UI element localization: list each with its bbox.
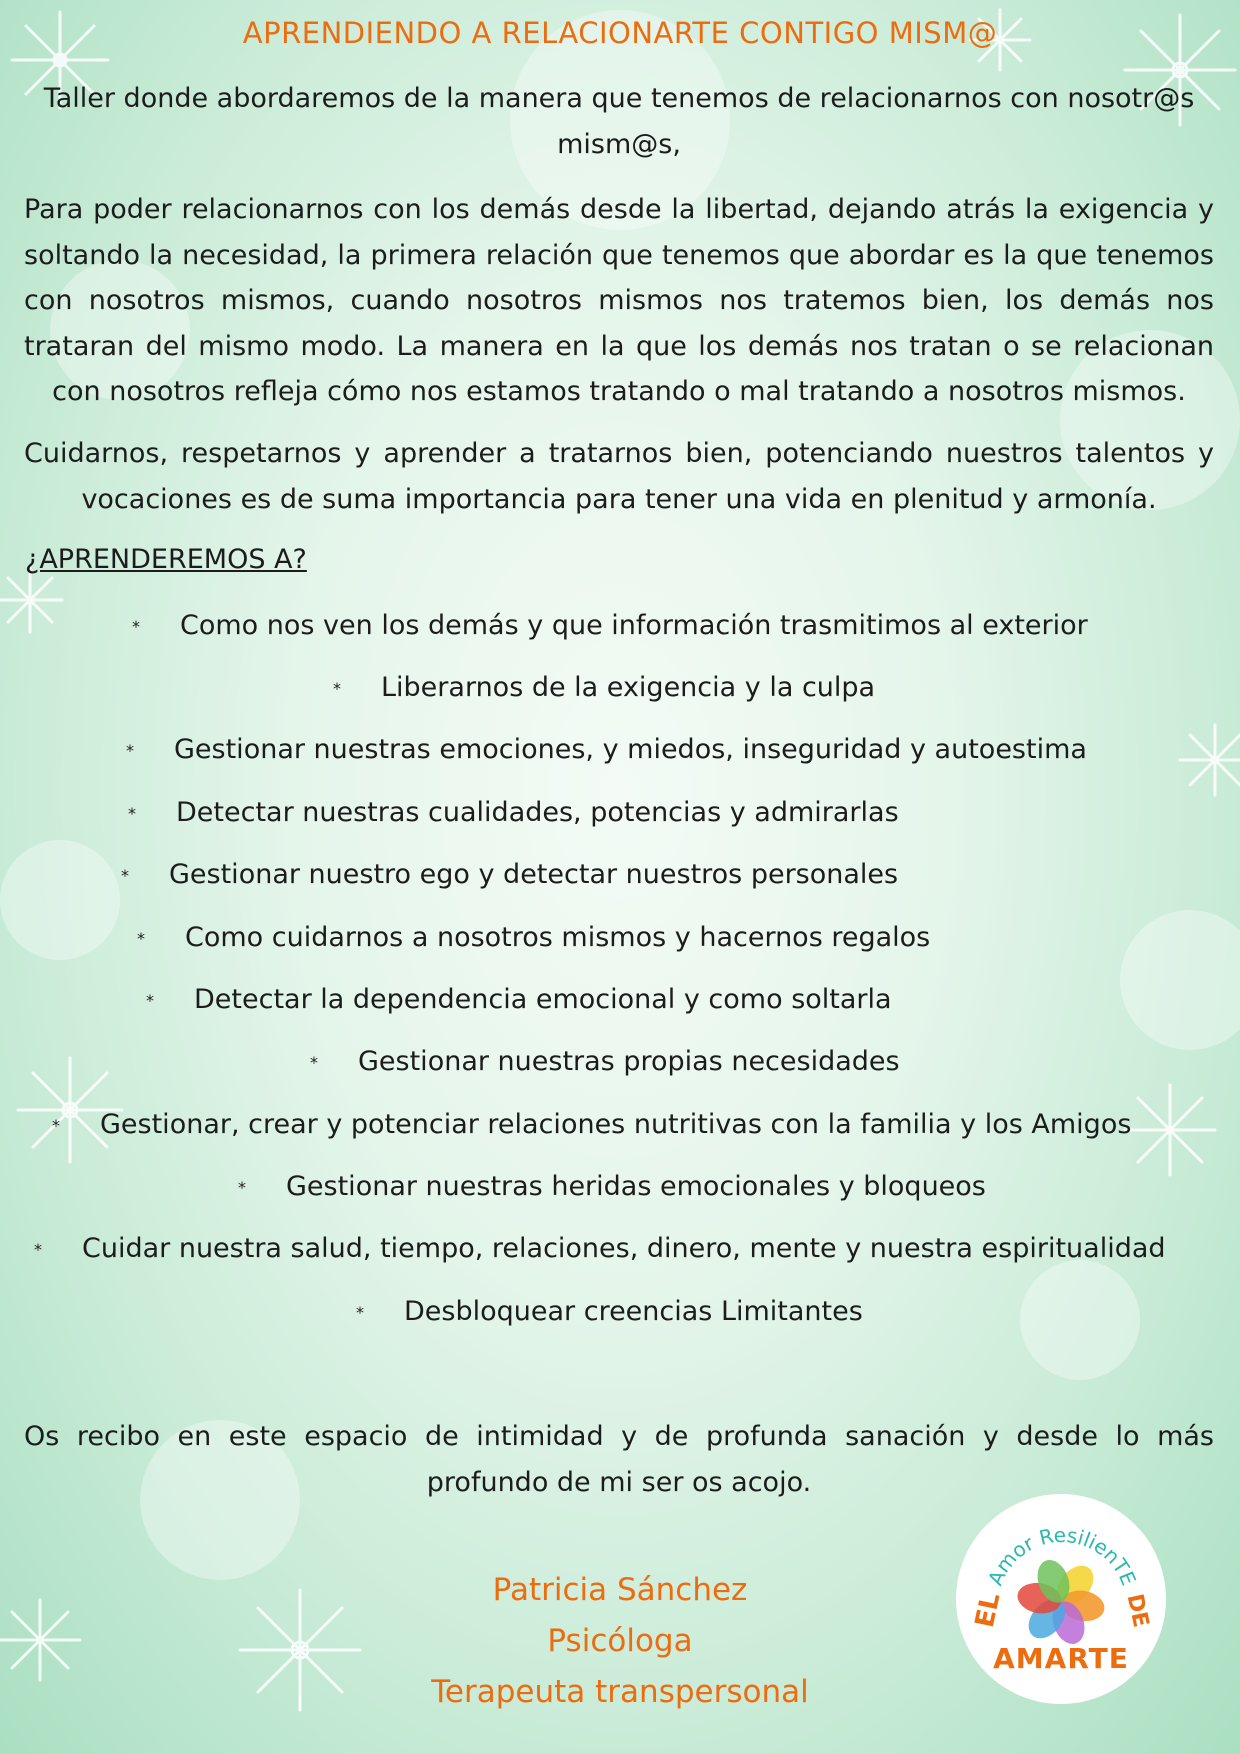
bullet-marker: * [126, 740, 134, 760]
list-item-text: Cuidar nuestra salud, tiempo, relaciones, dinero, mente y nuestra espiritualidad [82, 1233, 1166, 1264]
logo-top-text: Amor ResilienTE [983, 1522, 1141, 1589]
list-item [34, 1229, 1166, 1269]
list-item [132, 606, 1088, 646]
list-item [238, 1167, 986, 1207]
list-item-text: Como cuidarnos a nosotros mismos y hacernos regalos [185, 922, 931, 953]
list-item-text: Detectar nuestras cualidades, potencias y admirarlas [176, 797, 899, 828]
body-paragraph-2: Cuidarnos, respetarnos y aprender a tratarnos bien, potenciando nuestros talentos y vocaciones es de suma importancia para tener una vida en plenitud y armonía. [24, 438, 1214, 515]
list-item [333, 668, 875, 708]
bullet-marker: * [238, 1177, 246, 1197]
bullet-marker: * [52, 1115, 60, 1135]
list-item-text: Liberarnos de la exigencia y la culpa [381, 672, 876, 703]
closing-paragraph: Os recibo en este espacio de intimidad y de profunda sanación y desde lo más profundo de mi ser os acojo. [24, 1421, 1214, 1498]
signature-role: Psicóloga [547, 1623, 693, 1659]
bullet-marker: * [121, 865, 129, 885]
signature-name: Patricia Sánchez [492, 1572, 748, 1608]
list-item-text: Gestionar nuestras emociones, y miedos, inseguridad y autoestima [174, 734, 1087, 765]
list-item [126, 730, 1087, 770]
list-item-text: Detectar la dependencia emocional y como soltarla [194, 984, 892, 1015]
bullet-marker: * [333, 678, 341, 698]
flower-icon [1015, 1556, 1107, 1649]
list-item [121, 855, 898, 895]
list-item [128, 793, 899, 833]
brand-logo [956, 1494, 1166, 1704]
list-item [52, 1105, 1131, 1145]
section-heading: ¿APRENDEREMOS A? [25, 544, 307, 575]
list-item-text: Como nos ven los demás y que información trasmitimos al exterior [180, 610, 1088, 641]
list-item-text: Gestionar nuestras heridas emocionales y bloqueos [286, 1171, 986, 1202]
bullet-marker: * [34, 1239, 42, 1259]
intro-paragraph: Taller donde abordaremos de la manera que tenemos de relacionarnos con nosotr@s mism@s, [43, 83, 1195, 160]
logo-bottom-word: AMARTE [993, 1642, 1129, 1675]
bullet-marker: * [356, 1302, 364, 1322]
list-item [310, 1042, 900, 1082]
logo-left-word: EL [969, 1590, 1007, 1631]
bullet-marker: * [128, 803, 136, 823]
document-title: APRENDIENDO A RELACIONARTE CONTIGO MISM@ [242, 16, 998, 50]
signature-specialty: Terapeuta transpersonal [431, 1674, 809, 1710]
body-paragraph-1: Para poder relacionarnos con los demás desde la libertad, dejando atrás la exigencia y soltando la necesidad, la primera relación que tenemos que abordar es la que tenemos con nosotros mismos, cuando nosotros mismos nos tratemos bien, los demás nos trataran del mismo modo. La manera en la que los demás nos tratan o se relacionan con nosotros refleja cómo nos estamos tratando o mal tratando a nosotros mismos. [24, 194, 1214, 407]
logo-right-word: DE [1121, 1591, 1154, 1630]
bullet-marker: * [132, 616, 140, 636]
list-item-text: Desbloquear creencias Limitantes [404, 1296, 863, 1327]
list-item-text: Gestionar, crear y potenciar relaciones nutritivas con la familia y los Amigos [100, 1109, 1132, 1140]
bullet-marker: * [146, 990, 154, 1010]
bullet-marker: * [137, 928, 145, 948]
list-item [356, 1292, 863, 1332]
list-item [146, 980, 892, 1020]
list-item-text: Gestionar nuestras propias necesidades [358, 1046, 900, 1077]
list-item [137, 918, 930, 958]
list-item-text: Gestionar nuestro ego y detectar nuestros personales [169, 859, 899, 890]
bullet-marker: * [310, 1052, 318, 1072]
